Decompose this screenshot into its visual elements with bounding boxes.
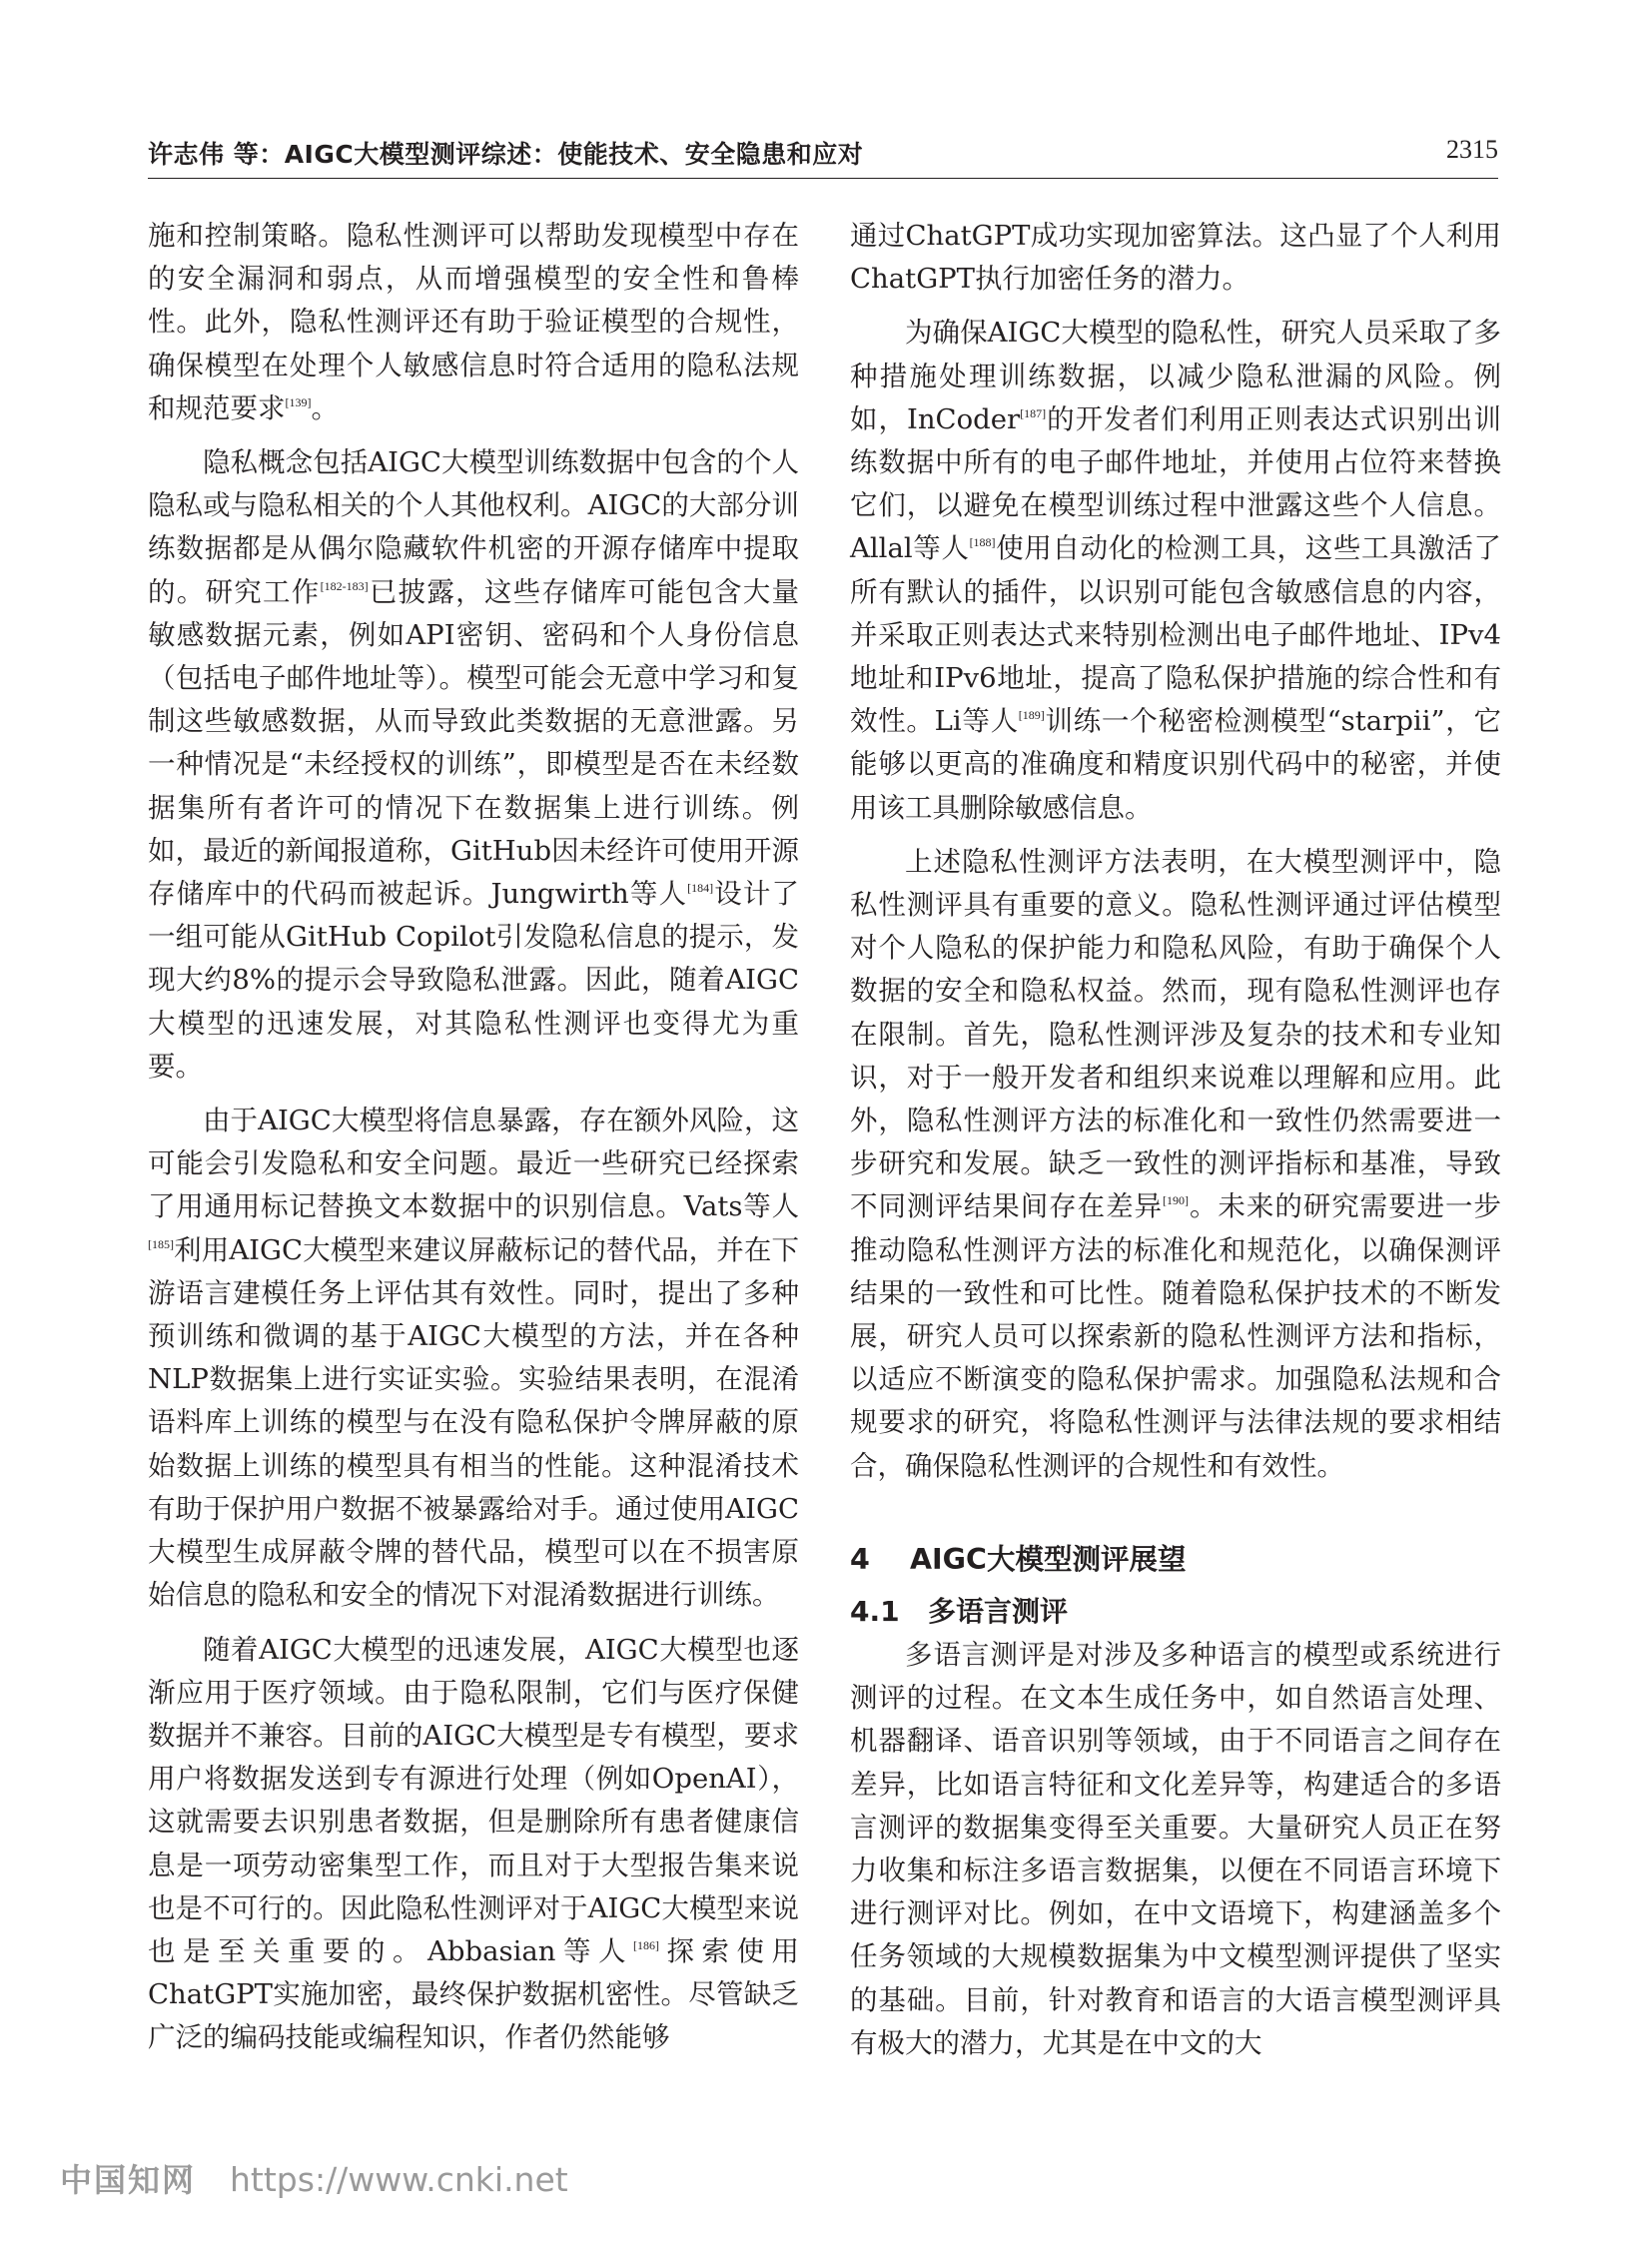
- subsection-number: 4.1: [850, 1594, 900, 1628]
- right-paragraph-4: 多语言测评是对涉及多种语言的模型或系统进行测评的过程。在文本生成任务中，如自然语言处理、机器翻译、语音识别等领域，由于不同语言之间存在差异，比如语言特征和文化差异等，构建适合的多语言测评的数据集变得至关重要。大量研究人员正在努力收集和标注多语言数据集，以便在不同语言环境下进行测评对比。例如，在中文语境下，构建涵盖多个任务领域的大规模数据集为中文模型测评提供了坚实的基础。目前，针对教育和语言的大语言模型测评具有极大的潜力，尤其是在中文的大: [850, 1638, 1501, 2059]
- citation-ref: [185]: [148, 1236, 174, 1251]
- right-paragraph-1: 通过ChatGPT成功实现加密算法。这凸显了个人利用ChatGPT执行加密任务的潜力。: [850, 220, 1501, 296]
- citation-ref: [187]: [1020, 405, 1047, 420]
- left-column: [148, 215, 799, 2060]
- left-paragraph-2: 隐私概念包括AIGC大模型训练数据中包含的个人隐私或与隐私相关的个人其他权利。AIGC的大部分训练数据都是从偶尔隐藏软件机密的开源存储库中提取的。研究工作[182-183]已披露，这些存储库可能包含大量敏感数据元素，例如API密钥、密码和个人身份信息（包括电子邮件地址等）。模型可能会无意中学习和复制这些敏感数据，从而导致此类数据的无意泄露。另一种情况是“未经授权的训练”，即模型是否在未经数据集所有者许可的情况下在数据集上进行训练。例如，最近的新闻报道称，GitHub因未经许可使用开源存储库中的代码而被起诉。Jungwirth等人[184]设计了一组可能从GitHub Copilot引发隐私信息的提示，发现大约8%的提示会导致隐私泄露。因此，随着AIGC大模型的迅速发展，对其隐私性测评也变得尤为重要。: [148, 446, 800, 1083]
- running-header-title: 许志伟 等：AIGC大模型测评综述：使能技术、安全隐患和应对: [148, 140, 864, 169]
- citation-ref: [139]: [285, 394, 312, 409]
- right-paragraph-3: 上述隐私性测评方法表明，在大模型测评中，隐私性测评具有重要的意义。隐私性测评通过评估模型对个人隐私的保护能力和隐私风险，有助于确保个人数据的安全和隐私权益。然而，现有隐私性测评也存在限制。首先，隐私性测评涉及复杂的技术和专业知识，对于一般开发者和组织来说难以理解和应用。此外，隐私性测评方法的标准化和一致性仍然需要进一步研究和发展。缺乏一致性的测评指标和基准，导致不同测评结果间存在差异[190]。未来的研究需要进一步推动隐私性测评方法的标准化和规范化，以确保测评结果的一致性和可比性。随着隐私保护技术的不断发展，研究人员可以探索新的隐私性测评方法和指标，以适应不断演变的隐私保护需求。加强隐私法规和合规要求的研究，将隐私性测评与法律法规的要求相结合，确保隐私性测评的合规性和有效性。: [850, 845, 1501, 1482]
- right-column: [850, 215, 1501, 2065]
- subsection-heading: [850, 1590, 1501, 1634]
- header-divider: [148, 178, 1498, 179]
- left-paragraph-3: 由于AIGC大模型将信息暴露，存在额外风险，这可能会引发隐私和安全问题。最近一些研究已经探索了用通用标记替换文本数据中的识别信息。Vats等人[185]利用AIGC大模型来建议屏蔽标记的替代品，并在下游语言建模任务上评估其有效性。同时，提出了多种预训练和微调的基于AIGC大模型的方法，并在各种NLP数据集上进行实证实验。实验结果表明，在混淆语料库上训练的模型与在没有隐私保护令牌屏蔽的原始数据上训练的模型具有相当的性能。这种混淆技术有助于保护用户数据不被暴露给对手。通过使用AIGC大模型生成屏蔽令牌的替代品，模型可以在不损害原始信息的隐私和安全的情况下对混淆数据进行训练。: [148, 1105, 799, 1612]
- citation-ref: [188]: [969, 535, 996, 550]
- citation-ref: [190]: [1163, 1193, 1189, 1208]
- right-paragraph-2: 为确保AIGC大模型的隐私性，研究人员采取了多种措施处理训练数据，以减少隐私泄漏的风险。例如，InCoder[187]的开发者们利用正则表达式识别出训练数据中所有的电子邮件地址，并使用占位符来替换它们，以避免在模型训练过程中泄露这些个人信息。Allal等人[188]使用自动化的检测工具，这些工具激活了所有默认的插件，以识别可能包含敏感信息的内容，并采取正则表达式来特别检测出电子邮件地址、IPv4地址和IPv6地址，提高了隐私保护措施的综合性和有效性。Li等人[189]训练一个秘密检测模型“starpii”，它能够以更高的准确度和精度识别代码中的秘密，并使用该工具删除敏感信息。: [850, 317, 1502, 824]
- section-title: AIGC大模型测评展望: [910, 1542, 1187, 1576]
- citation-ref: [184]: [687, 881, 714, 896]
- left-paragraph-4: 随着AIGC大模型的迅速发展，AIGC大模型也逐渐应用于医疗领域。由于隐私限制，它们与医疗保健数据并不兼容。目前的AIGC大模型是专有模型，要求用户将数据发送到专有源进行处理（例如OpenAI），这就需要去识别患者数据，但是删除所有患者健康信息是一项劳动密集型工作，而且对于大型报告集来说也是不可行的。因此隐私性测评对于AIGC大模型来说也是至关重要的。Abbasian等人[186]探索使用ChatGPT实施加密，最终保护数据机密性。尽管缺乏广泛的编码技能或编程知识，作者仍然能够: [148, 1633, 800, 2054]
- subsection-title: 多语言测评: [928, 1594, 1069, 1628]
- page-number: 2315: [1446, 135, 1498, 164]
- citation-ref: [182-183]: [320, 578, 369, 593]
- running-header: [148, 135, 1498, 171]
- citation-ref: [186]: [633, 1937, 659, 1952]
- citation-ref: [189]: [1018, 708, 1045, 723]
- left-paragraph-1: 施和控制策略。隐私性测评可以帮助发现模型中存在的安全漏洞和弱点，从而增强模型的安全性和鲁棒性。此外，隐私性测评还有助于验证模型的合规性，确保模型在处理个人敏感信息时符合适用的隐私法规和规范要求[139]。: [148, 220, 799, 424]
- cnki-url: https://www.cnki.net: [230, 2160, 568, 2199]
- section-number: 4: [850, 1542, 870, 1576]
- cnki-logo-text: 中国知网: [60, 2161, 197, 2199]
- cnki-watermark: [60, 2155, 568, 2201]
- section-heading: [850, 1538, 1501, 1582]
